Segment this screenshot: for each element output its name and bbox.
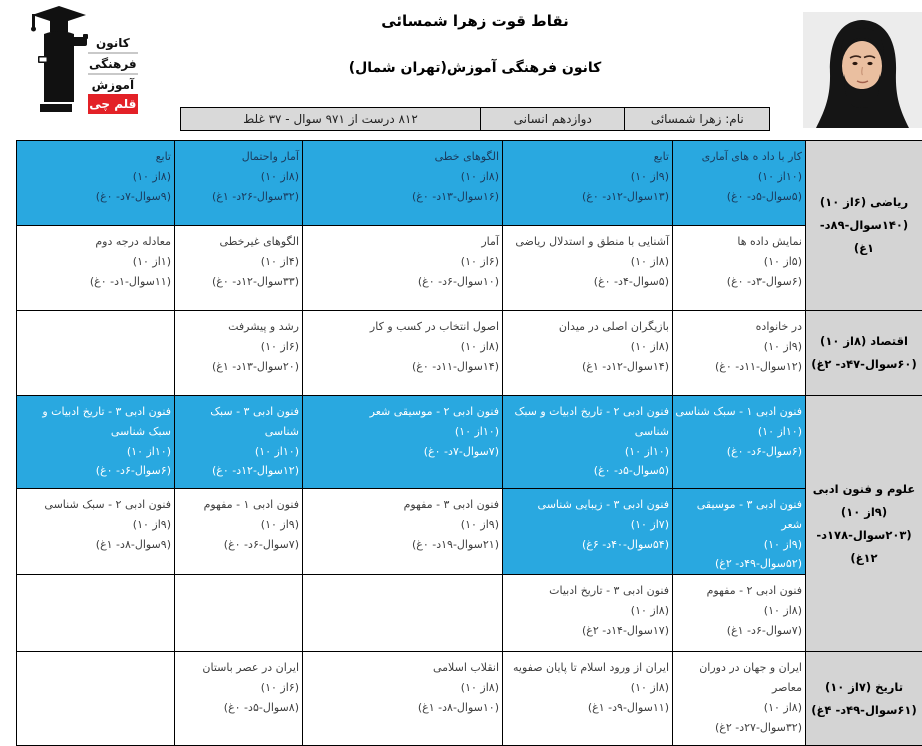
table-row (17, 489, 922, 575)
subject-cell (503, 489, 673, 575)
subject-stats: (۵سوال-۵د- ۰غ) (505, 461, 669, 481)
subject-title: فنون ادبی ۲ - تاریخ ادبیات و سبک شناسی (505, 402, 669, 442)
subject-cell (303, 311, 503, 396)
logo-text-line: فرهنگی (88, 52, 138, 73)
subject-stats: (۶سوال-۶د- ۰غ) (675, 442, 802, 462)
category-cell (806, 311, 922, 396)
subject-title: آمار (305, 232, 499, 252)
category-label: تاریخ (۷از ۱۰) (808, 676, 920, 699)
table-row (17, 396, 922, 489)
subject-cell (673, 575, 806, 652)
subject-score: (۶از ۱۰) (177, 678, 299, 698)
subject-stats: (۷سوال-۶د- ۱غ) (675, 621, 802, 641)
subject-score: (۱۰از ۱۰) (19, 442, 171, 462)
subject-score: (۸از ۱۰) (505, 337, 669, 357)
subject-score: (۱۰از ۱۰) (177, 442, 299, 462)
subject-stats: (۹سوال-۷د- ۰غ) (19, 187, 171, 207)
category-label: علوم و فنون ادبی (۹از ۱۰) (808, 478, 920, 524)
subject-title: تابع (19, 147, 171, 167)
subject-title: فنون ادبی ۱ - مفهوم (177, 495, 299, 515)
subject-stats: (۱۲سوال-۱۱د- ۰غ) (675, 357, 802, 377)
subject-title: فنون ادبی ۳ - مفهوم (305, 495, 499, 515)
subject-stats: (۸سوال-۵د- ۰غ) (177, 698, 299, 718)
subject-score: (۱۰از ۱۰) (505, 442, 669, 462)
subject-stats: (۳۳سوال-۱۲د- ۰غ) (177, 272, 299, 292)
subject-title: فنون ادبی ۱ - سبک شناسی (675, 402, 802, 422)
subject-cell (503, 652, 673, 746)
subject-score: (۹از ۱۰) (675, 535, 802, 555)
empty-cell (175, 575, 303, 652)
subject-cell (303, 141, 503, 226)
brand-badge: قلم چی (88, 94, 138, 114)
subject-stats: (۱۴سوال-۱۲د- ۱غ) (505, 357, 669, 377)
subject-cell (503, 396, 673, 489)
subject-stats: (۱۱سوال-۹د- ۱غ) (505, 698, 669, 718)
student-photo (803, 12, 922, 128)
table-row (17, 311, 922, 396)
subject-title: فنون ادبی ۳ - موسیقی شعر (675, 495, 802, 535)
subject-cell (17, 489, 175, 575)
subject-cell (175, 396, 303, 489)
subject-title: فنون ادبی ۳ - سبک شناسی (177, 402, 299, 442)
subject-title: فنون ادبی ۳ - زیبایی شناسی (505, 495, 669, 515)
subject-cell (503, 311, 673, 396)
subject-score: (۱از ۱۰) (19, 252, 171, 272)
subject-stats: (۵۴سوال-۴۰د- ۶غ) (505, 535, 669, 555)
score-summary: ۸۱۲ درست از ۹۷۱ سوال - ۳۷ غلط (181, 108, 480, 130)
subject-score: (۸از ۱۰) (505, 678, 669, 698)
subject-score: (۸از ۱۰) (505, 601, 669, 621)
empty-cell (17, 311, 175, 396)
category-label: ریاضی (۶از ۱۰) (808, 191, 920, 214)
subject-score: (۹از ۱۰) (675, 337, 802, 357)
subject-stats: (۶سوال-۶د- ۰غ) (19, 461, 171, 481)
subject-stats: (۱۶سوال-۱۳د- ۰غ) (305, 187, 499, 207)
subject-stats: (۵سوال-۴د- ۰غ) (505, 272, 669, 292)
subject-cell (175, 489, 303, 575)
subject-cell (175, 226, 303, 311)
subject-stats: (۲۱سوال-۱۹د- ۰غ) (305, 535, 499, 555)
subject-cell (17, 396, 175, 489)
subject-title: در خانواده (675, 317, 802, 337)
grade-field: دوازدهم انسانی (480, 108, 625, 130)
subject-title: فنون ادبی ۲ - مفهوم (675, 581, 802, 601)
subject-stats: (۱۲سوال-۱۲د- ۰غ) (177, 461, 299, 481)
subject-cell (303, 226, 503, 311)
subject-stats: (۷سوال-۶د- ۰غ) (177, 535, 299, 555)
subject-score: (۹از ۱۰) (305, 515, 499, 535)
category-label: اقتصاد (۸از ۱۰) (808, 330, 920, 353)
subject-title: رشد و پیشرفت (177, 317, 299, 337)
subject-cell (503, 575, 673, 652)
subject-stats: (۱۳سوال-۱۲د- ۰غ) (505, 187, 669, 207)
subject-score: (۱۰از ۱۰) (305, 422, 499, 442)
subject-cell (175, 141, 303, 226)
subject-cell (303, 652, 503, 746)
empty-cell (17, 575, 175, 652)
subject-score: (۸از ۱۰) (19, 167, 171, 187)
subject-stats: (۱۰سوال-۶د- ۰غ) (305, 272, 499, 292)
subject-cell (673, 396, 806, 489)
subject-stats: (۹سوال-۸د- ۱غ) (19, 535, 171, 555)
subject-cell (303, 396, 503, 489)
subject-cell (673, 141, 806, 226)
subject-title: الگوهای خطی (305, 147, 499, 167)
subject-stats: (۱۰سوال-۸د- ۱غ) (305, 698, 499, 718)
subject-title: انقلاب اسلامی (305, 658, 499, 678)
subject-cell (175, 652, 303, 746)
logo-text-line: کانون (88, 33, 138, 52)
subject-title: الگوهای غیرخطی (177, 232, 299, 252)
subject-score: (۸از ۱۰) (177, 167, 299, 187)
subject-title: بازیگران اصلی در میدان (505, 317, 669, 337)
table-row (17, 141, 922, 226)
category-stats: (۲۰۳سوال-۱۷۸د- ۱۲غ) (808, 524, 920, 570)
subject-stats: (۳۲سوال-۲۶د- ۱غ) (177, 187, 299, 207)
subject-title: فنون ادبی ۳ - تاریخ ادبیات و سبک شناسی (19, 402, 171, 442)
category-cell (806, 141, 922, 311)
category-stats: (۶۱سوال-۴۹د- ۴غ) (808, 699, 920, 722)
subject-cell (503, 226, 673, 311)
subject-cell (673, 489, 806, 575)
page-title: نقاط قوت زهرا شمسائی (180, 12, 770, 30)
ghalamchi-logo (30, 4, 136, 114)
subject-cell (175, 311, 303, 396)
subject-score: (۶از ۱۰) (305, 252, 499, 272)
subject-title: تابع (505, 147, 669, 167)
subject-title: ایران و جهان در دوران معاصر (675, 658, 802, 698)
subject-title: ایران در عصر باستان (177, 658, 299, 678)
subject-score: (۹از ۱۰) (177, 515, 299, 535)
subject-cell (673, 226, 806, 311)
subject-stats: (۲۰سوال-۱۳د- ۱غ) (177, 357, 299, 377)
table-row (17, 652, 922, 746)
table-row (17, 226, 922, 311)
subject-title: فنون ادبی ۲ - سبک شناسی (19, 495, 171, 515)
graduate-icon (30, 4, 88, 114)
subject-stats: (۷سوال-۷د- ۰غ) (305, 442, 499, 462)
subject-title: معادله درجه دوم (19, 232, 171, 252)
subject-score: (۸از ۱۰) (675, 698, 802, 718)
category-stats: (۱۴۰سوال-۸۹د- ۱غ) (808, 214, 920, 260)
category-cell (806, 652, 922, 746)
student-info-strip (180, 107, 770, 131)
subject-cell (673, 652, 806, 746)
subject-title: آمار واحتمال (177, 147, 299, 167)
subject-score: (۱۰از ۱۰) (675, 167, 802, 187)
subject-title: فنون ادبی ۳ - تاریخ ادبیات (505, 581, 669, 601)
subject-score: (۴از ۱۰) (177, 252, 299, 272)
subject-score: (۸از ۱۰) (675, 601, 802, 621)
subject-score: (۸از ۱۰) (505, 252, 669, 272)
subject-title: فنون ادبی ۲ - موسیقی شعر (305, 402, 499, 422)
category-cell (806, 396, 922, 652)
center-name: کانون فرهنگی آموزش(تهران شمال) (180, 60, 770, 76)
subject-stats: (۱۴سوال-۱۱د- ۰غ) (305, 357, 499, 377)
subject-score: (۷از ۱۰) (505, 515, 669, 535)
subject-stats: (۱۷سوال-۱۴د- ۲غ) (505, 621, 669, 641)
subject-stats: (۵۲سوال-۴۹د- ۲غ) (675, 554, 802, 574)
subject-score: (۱۰از ۱۰) (675, 422, 802, 442)
subject-title: ایران از ورود اسلام تا پایان صفویه (505, 658, 669, 678)
subject-score: (۸از ۱۰) (305, 678, 499, 698)
strengths-table (16, 140, 922, 746)
subject-score: (۹از ۱۰) (505, 167, 669, 187)
subject-stats: (۳۲سوال-۲۷د- ۲غ) (675, 718, 802, 738)
subject-cell (503, 141, 673, 226)
subject-score: (۶از ۱۰) (177, 337, 299, 357)
logo-text-column (88, 4, 138, 114)
subject-stats: (۶سوال-۳د- ۰غ) (675, 272, 802, 292)
subject-score: (۵از ۱۰) (675, 252, 802, 272)
student-name: نام: زهرا شمسائی (624, 108, 769, 130)
subject-stats: (۵سوال-۵د- ۰غ) (675, 187, 802, 207)
subject-title: کار با داد ه های آماری (675, 147, 802, 167)
logo-text-line: آموزش (88, 73, 138, 94)
subject-title: نمایش داده ها (675, 232, 802, 252)
subject-score: (۸از ۱۰) (305, 337, 499, 357)
subject-stats: (۱۱سوال-۱د- ۰غ) (19, 272, 171, 292)
subject-score: (۸از ۱۰) (305, 167, 499, 187)
category-stats: (۶۰سوال-۴۷د- ۲غ) (808, 353, 920, 376)
empty-cell (303, 575, 503, 652)
subject-cell (17, 141, 175, 226)
empty-cell (17, 652, 175, 746)
subject-title: آشنایی با منطق و استدلال ریاضی (505, 232, 669, 252)
table-row (17, 575, 922, 652)
subject-score: (۹از ۱۰) (19, 515, 171, 535)
subject-cell (673, 311, 806, 396)
subject-cell (303, 489, 503, 575)
subject-cell (17, 226, 175, 311)
subject-title: اصول انتخاب در کسب و کار (305, 317, 499, 337)
